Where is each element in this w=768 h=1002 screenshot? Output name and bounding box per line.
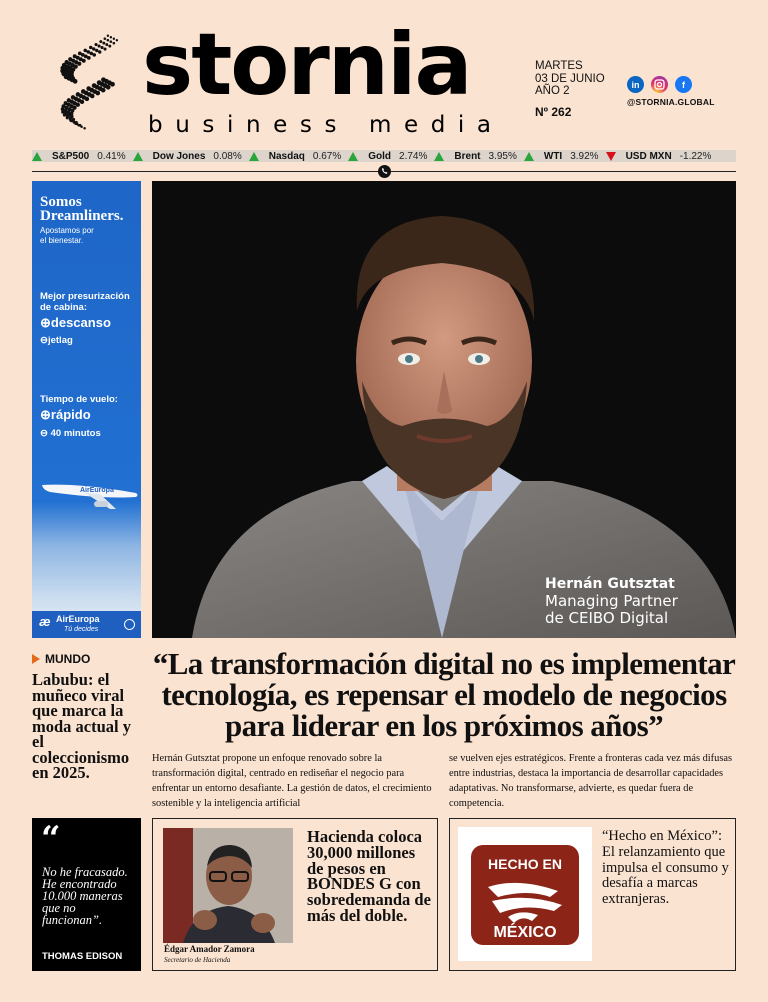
air-europa-ad[interactable] bbox=[32, 181, 141, 638]
ticker-item bbox=[606, 151, 712, 162]
portrait-illustration bbox=[152, 181, 736, 638]
main-body-left: Hernán Gutsztat propone un enfoque renovado sobre la transformación digital, centrado en rediseñar el negocio para enfrentar un entorno desafiante. La gestión de datos, el crecimiento sostenible y la inteligencia artificial bbox=[152, 753, 432, 809]
ad-subtitle-line-2: el bienestar. bbox=[40, 236, 84, 245]
quote-author: THOMAS EDISON bbox=[42, 951, 123, 962]
air-europa-logo-icon: æ bbox=[39, 614, 51, 629]
ad-point-2-minus-text: 40 minutos bbox=[50, 428, 101, 439]
hecho-en-mexico-headline: “Hecho en México”: El relanzamiento que impulsa el consumo y desafía a marcas extranjeras. bbox=[602, 828, 729, 908]
ad-subtitle-line-1: Apostamos por bbox=[40, 226, 94, 235]
ticker-name: USD MXN bbox=[625, 150, 672, 162]
ad-point-1-minus: ⊖jetlag bbox=[40, 335, 73, 346]
hecho-en-mexico-story[interactable] bbox=[449, 818, 736, 971]
instagram-icon[interactable] bbox=[651, 76, 668, 93]
plane-livery-text: AirEuropa bbox=[80, 487, 114, 494]
triangle-down-icon bbox=[606, 152, 616, 161]
cover-role-2: de CEIBO Digital bbox=[545, 609, 669, 627]
ad-point-2-plus-text: rápido bbox=[50, 407, 91, 422]
issue-day: MARTES bbox=[535, 60, 583, 72]
cover-caption bbox=[545, 576, 678, 627]
section-tag-label: MUNDO bbox=[45, 652, 91, 666]
social-links bbox=[627, 76, 692, 93]
triangle-up-icon bbox=[249, 152, 259, 161]
stornia-logo-icon bbox=[58, 30, 124, 134]
main-body-right: se vuelven ejes estratégicos. Frente a fronteras cada vez más difusas entre industrias, destaca la importancia de desarrollar capacidades adaptativas. No transformarse, advierte, es quedar fuera de competencia. bbox=[449, 753, 733, 809]
triangle-up-icon bbox=[348, 152, 358, 161]
cover-role-1: Managing Partner bbox=[545, 592, 678, 610]
issue-number: Nº 262 bbox=[535, 104, 572, 119]
ticker-value: 3.92% bbox=[570, 150, 599, 162]
ad-point-2: Tiempo de vuelo: bbox=[40, 394, 118, 405]
ad-point-1 bbox=[40, 291, 130, 313]
hacienda-caption-role: Secretario de Hacienda bbox=[164, 956, 231, 964]
triangle-up-icon bbox=[524, 152, 534, 161]
triangle-up-icon bbox=[32, 152, 42, 161]
ticker-item bbox=[434, 151, 516, 162]
issue-year: AÑO 2 bbox=[535, 85, 570, 97]
ad-footer bbox=[32, 611, 141, 638]
social-handle[interactable]: @STORNIA.GLOBAL bbox=[627, 97, 715, 107]
triangle-up-icon bbox=[434, 152, 444, 161]
airplane-illustration bbox=[40, 479, 140, 519]
quote-box bbox=[32, 818, 141, 971]
phone-icon bbox=[378, 165, 391, 178]
quote-text: No he fracasado. He encontrado 10.000 maneras que no funcionan”. bbox=[42, 865, 128, 927]
main-headline[interactable]: “La transformación digital no es implementar tecnología, es repensar el modelo de negocios para liderar en los próximos años” bbox=[152, 646, 736, 743]
ticker-value: 0.67% bbox=[312, 150, 342, 162]
ticker-name: Nasdaq bbox=[268, 150, 305, 162]
ad-point-1-line-2: de cabina: bbox=[40, 302, 87, 313]
badge-top-text: HECHO EN bbox=[488, 856, 562, 872]
ad-point-1-plus-text: descanso bbox=[50, 315, 111, 330]
mundo-headline[interactable]: Labubu: el muñeco viral que marca la moda actual y el coleccionismo en 2025. bbox=[32, 670, 131, 782]
ad-title bbox=[40, 195, 123, 223]
ticker-value: 3.95% bbox=[488, 150, 517, 162]
skyteam-icon bbox=[124, 619, 135, 630]
hacienda-photo bbox=[163, 828, 293, 943]
ticker-name: Brent bbox=[454, 150, 481, 162]
ticker-value: 0.08% bbox=[213, 150, 242, 162]
quote-mark-icon: “ bbox=[41, 819, 61, 859]
brand-wordmark[interactable]: stornia bbox=[142, 15, 471, 115]
ad-point-1-minus-text: jetlag bbox=[47, 335, 73, 346]
brand-tagline: business media bbox=[148, 112, 504, 138]
ad-claim: Tú decides bbox=[64, 626, 99, 633]
ticker-value: 0.41% bbox=[97, 150, 126, 162]
ticker-name: WTI bbox=[543, 150, 563, 162]
ticker-name: Dow Jones bbox=[152, 150, 206, 162]
cover-name: Hernán Gutsztat bbox=[545, 576, 675, 592]
ad-point-2-plus: ⊕rápido bbox=[40, 407, 91, 422]
ticker-item bbox=[32, 151, 126, 162]
ticker-item bbox=[348, 151, 427, 162]
facebook-icon[interactable]: f bbox=[675, 76, 692, 93]
issue-date: 03 DE JUNIO bbox=[535, 72, 605, 85]
hacienda-story[interactable] bbox=[152, 818, 438, 971]
linkedin-icon[interactable]: in bbox=[627, 76, 644, 93]
ticker-value: 2.74% bbox=[399, 150, 428, 162]
hacienda-caption-name: Édgar Amador Zamora bbox=[164, 944, 255, 954]
ad-point-2-minus: ⊖ 40 minutos bbox=[40, 428, 101, 439]
ad-title-line-1: Somos bbox=[40, 194, 82, 210]
ad-point-1-plus: ⊕descanso bbox=[40, 315, 111, 330]
ad-subtitle bbox=[40, 226, 94, 246]
ad-brand: AirEuropa bbox=[56, 614, 100, 624]
issue-info bbox=[535, 60, 605, 118]
ticker-item bbox=[133, 151, 242, 162]
ticker-item bbox=[524, 151, 599, 162]
ticker-name: Gold bbox=[368, 150, 392, 162]
triangle-up-icon bbox=[133, 152, 143, 161]
ticker-item bbox=[249, 151, 341, 162]
ad-point-1-line-1: Mejor presurización bbox=[40, 291, 130, 302]
ticker-name: S&P500 bbox=[52, 150, 90, 162]
badge-bottom-text: MÉXICO bbox=[493, 924, 557, 941]
market-ticker bbox=[32, 150, 736, 162]
ad-title-line-2: Dreamliners. bbox=[40, 208, 124, 224]
cover-photo bbox=[152, 181, 736, 638]
ticker-value: -1.22% bbox=[679, 150, 712, 162]
hacienda-headline: Hacienda coloca 30,000 millones de pesos en BONDES G con sobredemanda de más del doble. bbox=[307, 827, 431, 925]
section-tag-mundo[interactable] bbox=[32, 652, 90, 666]
hecho-en-mexico-badge bbox=[458, 827, 592, 961]
triangle-right-icon bbox=[32, 654, 40, 664]
